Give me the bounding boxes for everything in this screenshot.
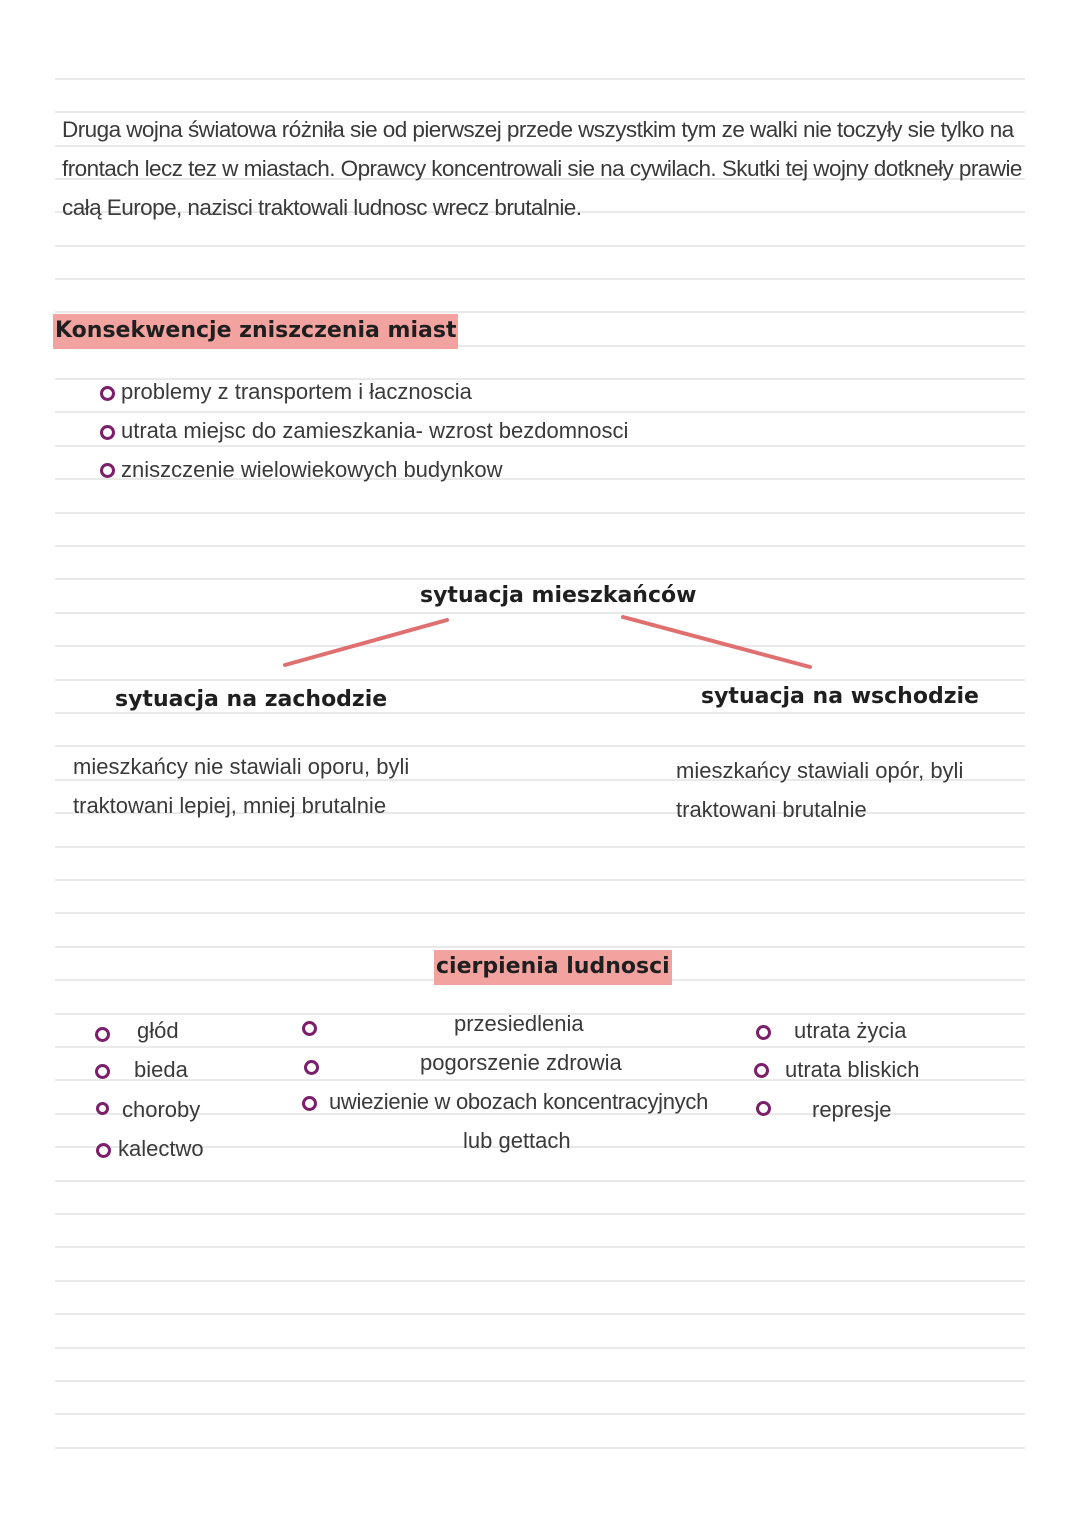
suffering-title-text: cierpienia ludnosci bbox=[434, 950, 672, 985]
intro-line-3: całą Europe, nazisci traktowali ludnosc wrecz brutalnie. bbox=[62, 195, 582, 220]
suffering-col3-item-3: represje bbox=[812, 1097, 892, 1122]
bullet-icon bbox=[100, 463, 115, 478]
east-line-2: traktowani brutalnie bbox=[676, 797, 867, 822]
consequence-item-2: utrata miejsc do zamieszkania- wzrost bezdomnosci bbox=[121, 418, 629, 443]
suffering-col2-item-2: pogorszenie zdrowia bbox=[420, 1050, 622, 1075]
bullet-icon bbox=[96, 1102, 109, 1115]
east-line-1: mieszkańcy stawiali opór, byli bbox=[676, 758, 964, 783]
east-title: sytuacja na wschodzie bbox=[701, 684, 979, 709]
connector-west bbox=[285, 620, 447, 665]
west-line-2: traktowani lepiej, mniej brutalnie bbox=[73, 793, 387, 818]
suffering-col2-item-4: lub gettach bbox=[463, 1128, 571, 1153]
bullet-icon bbox=[100, 425, 115, 440]
bullet-icon bbox=[756, 1101, 771, 1116]
suffering-col3-item-1: utrata życia bbox=[794, 1018, 907, 1043]
bullet-icon bbox=[95, 1064, 110, 1079]
suffering-col1-item-1: głód bbox=[137, 1018, 179, 1043]
suffering-col1-item-4: kalectwo bbox=[118, 1136, 204, 1161]
consequence-item-3: zniszczenie wielowiekowych budynkow bbox=[121, 457, 503, 482]
bullet-icon bbox=[95, 1027, 110, 1042]
suffering-col1-item-2: bieda bbox=[134, 1057, 188, 1082]
bullet-icon bbox=[100, 386, 115, 401]
suffering-col1-item-3: choroby bbox=[122, 1097, 201, 1122]
situation-title: sytuacja mieszkańców bbox=[420, 583, 697, 608]
bullet-icon bbox=[304, 1060, 319, 1075]
suffering-col2-item-3: uwiezienie w obozach koncentracyjnych bbox=[329, 1089, 709, 1114]
suffering-title bbox=[434, 954, 672, 979]
bullet-icon bbox=[302, 1021, 317, 1036]
west-line-1: mieszkańcy nie stawiali oporu, byli bbox=[73, 754, 410, 779]
consequences-title bbox=[53, 318, 458, 343]
bullet-icon bbox=[754, 1063, 769, 1078]
consequence-item-1: problemy z transportem i łacznoscia bbox=[121, 379, 472, 404]
bullet-icon bbox=[302, 1096, 317, 1111]
suffering-col3-item-2: utrata bliskich bbox=[785, 1057, 920, 1082]
consequences-title-text: Konsekwencje zniszczenia miast bbox=[53, 314, 458, 349]
bullet-icon bbox=[96, 1143, 111, 1158]
connector-east bbox=[623, 617, 810, 667]
bullet-icon bbox=[756, 1025, 771, 1040]
intro-line-2: frontach lecz tez w miastach. Oprawcy koncentrowali sie na cywilach. Skutki tej wojny dotkneły prawie bbox=[62, 156, 1022, 181]
suffering-col2-item-1: przesiedlenia bbox=[454, 1011, 584, 1036]
west-title: sytuacja na zachodzie bbox=[115, 687, 388, 712]
intro-line-1: Druga wojna światowa różniła sie od pierwszej przede wszystkim tym ze walki nie toczyły sie tylko na bbox=[62, 117, 1014, 142]
